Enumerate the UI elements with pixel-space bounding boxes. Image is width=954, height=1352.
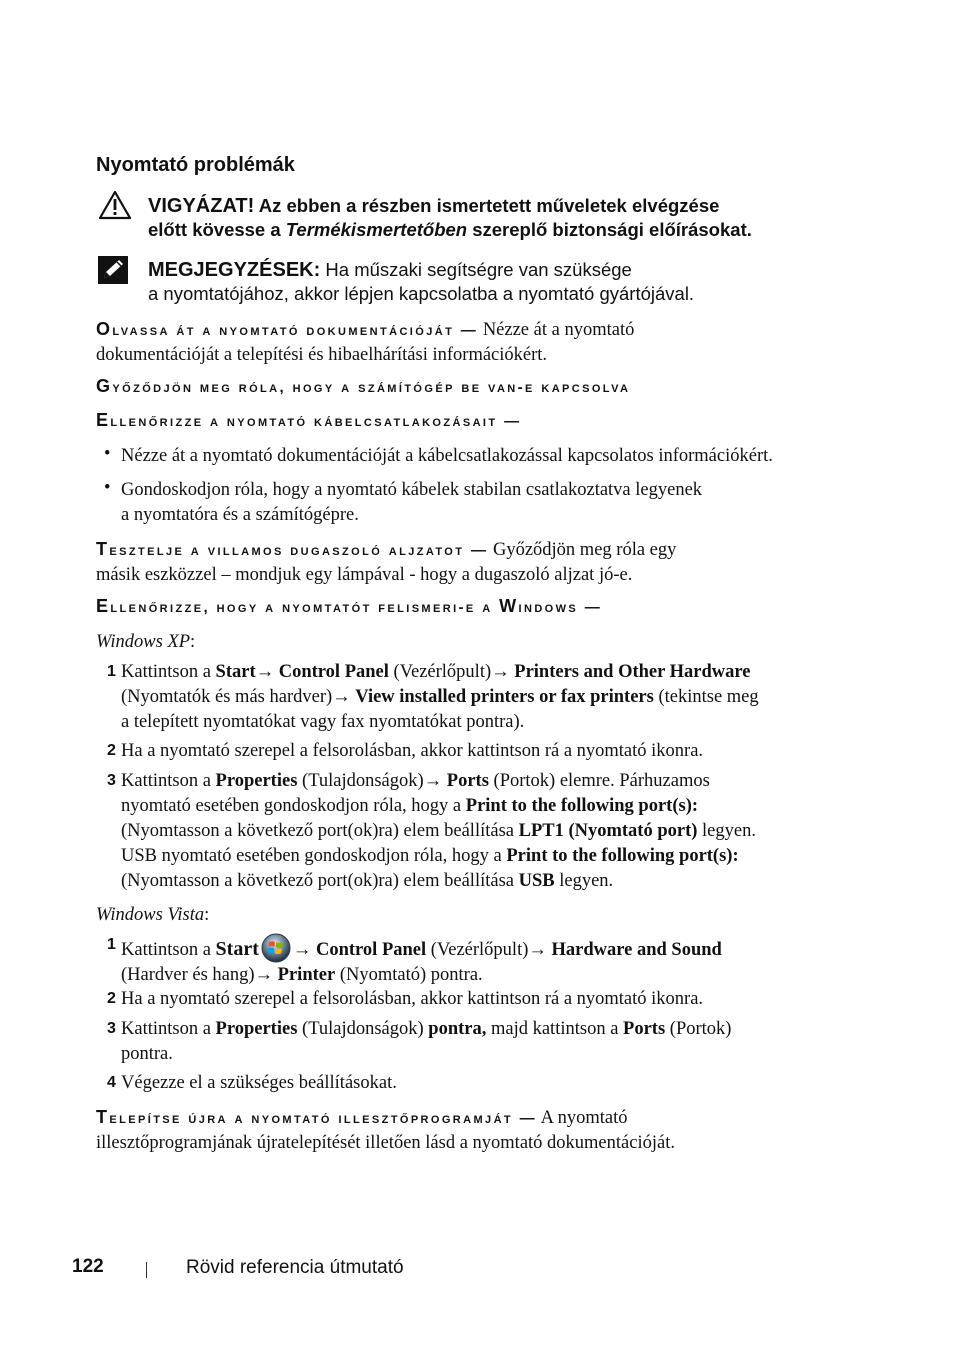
- ui-term: Print to the following port(s):: [506, 846, 739, 866]
- note-notice: [148, 258, 694, 306]
- step-text: (Portok): [665, 1019, 732, 1039]
- os-name: Windows Vista: [96, 905, 205, 925]
- bullet-text: a nyomtatóra és a számítógépre.: [121, 505, 359, 525]
- step-text: (Hardver és hang): [121, 965, 255, 985]
- step-text: Végezze el a szükséges beállításokat.: [121, 1073, 397, 1093]
- step-item: [121, 987, 703, 1012]
- step-item: [121, 1017, 731, 1067]
- section-heading: esztelje a villamos dugaszoló aljzatot —: [109, 542, 489, 559]
- step-text: (Nyomtatók és más hardver): [121, 687, 333, 707]
- footer-title: Rövid referencia útmutató: [186, 1257, 404, 1278]
- ui-term: LPT1 (Nyomtató port): [518, 821, 698, 841]
- caution-product-info: Termékismertetőben: [285, 219, 468, 240]
- os-name: Windows XP: [96, 632, 191, 652]
- head-initial: T: [96, 1107, 110, 1127]
- ui-term: Printers and Other Hardware: [514, 662, 751, 682]
- bullet-item: [121, 444, 773, 469]
- ui-term: Properties: [215, 771, 298, 791]
- head-initial: O: [96, 319, 113, 339]
- arrow: →: [292, 940, 316, 960]
- step-text: (Vezérlőpult): [388, 662, 492, 682]
- caution-line-2c: szereplő biztonsági előírásokat.: [467, 219, 752, 240]
- step-text: Kattintson a: [121, 771, 216, 791]
- section-text: Nézze át a nyomtató: [478, 320, 635, 340]
- note-pencil-icon: [98, 256, 128, 284]
- step-number: 1: [107, 936, 116, 953]
- section-text: A nyomtató: [537, 1108, 628, 1128]
- section-heading: yőződjön meg róla, hogy a számítógép be van-e kapcsolva: [112, 379, 631, 396]
- section-power-on: [96, 376, 630, 397]
- os-colon: :: [190, 632, 196, 652]
- section-text: illesztőprogramjának újratelepítését illetően lásd a nyomtató dokumentációját.: [96, 1133, 675, 1153]
- section-text: dokumentációját a telepítési és hibaelhárítási információkért.: [96, 345, 548, 365]
- step-text: pontra.: [121, 1044, 173, 1064]
- step-text: nyomtató esetében gondoskodjon róla, hogy a: [121, 796, 466, 816]
- os-colon: :: [204, 905, 210, 925]
- head-initial: E: [96, 410, 111, 430]
- warning-triangle-icon: [98, 190, 132, 220]
- step-text: Ha a nyomtató szerepel a felsorolásban, akkor kattintson rá a nyomtató ikonra.: [121, 741, 704, 761]
- section-heading: lvassa át a nyomtató dokumentációját —: [112, 322, 479, 339]
- caution-label: VIGYÁZAT!: [148, 195, 255, 217]
- step-number: 1: [107, 663, 116, 680]
- step-text: Kattintson a: [121, 662, 216, 682]
- step-item: [121, 1071, 397, 1096]
- ui-term: Printer: [277, 965, 336, 985]
- step-text: (Nyomtató) pontra.: [335, 965, 483, 985]
- section-text: Győződjön meg róla egy: [488, 540, 677, 560]
- arrow: →: [528, 940, 552, 960]
- head-initial: T: [96, 539, 110, 559]
- ui-term: Ports: [446, 771, 489, 791]
- note-line-1: Ha műszaki segítségre van szüksége: [320, 259, 632, 280]
- section-read-docs: [96, 317, 831, 368]
- step-text: Kattintson a: [121, 940, 216, 960]
- ui-term: Start: [215, 662, 256, 682]
- step-text: (Portok) elemre. Párhuzamos: [488, 771, 710, 791]
- ui-term: pontra,: [428, 1019, 487, 1039]
- step-text: (Tulajdonságok): [297, 771, 424, 791]
- section-text: másik eszközzel – mondjuk egy lámpával - hogy a dugaszoló aljzat jó-e.: [96, 565, 633, 585]
- arrow: →: [491, 662, 515, 682]
- ui-term: Control Panel: [316, 940, 427, 960]
- bullet-text: Gondoskodjon róla, hogy a nyomtató kábelek stabilan csatlakoztatva legyenek: [121, 480, 703, 500]
- step-text: (Nyomtasson a következő port(ok)ra) elem beállítása: [121, 871, 519, 891]
- step-number: 2: [107, 990, 116, 1007]
- step-text: (tekintse meg: [653, 687, 759, 707]
- section-heading: elepítse újra a nyomtató illesztőprogramját —: [109, 1110, 538, 1127]
- ui-term: Ports: [623, 1019, 666, 1039]
- ui-term: Start: [215, 938, 259, 960]
- step-text: Kattintson a: [121, 1019, 216, 1039]
- arrow: →: [423, 771, 447, 791]
- note-label: MEGJEGYZÉSEK:: [148, 259, 321, 281]
- section-title: Nyomtató problémák: [96, 154, 295, 176]
- section-heading: llenőrizze a nyomtató kábelcsatlakozásait —: [110, 413, 522, 430]
- ui-term: Properties: [215, 1019, 298, 1039]
- step-number: 2: [107, 742, 116, 759]
- note-line-2: a nyomtatójához, akkor lépjen kapcsolatba a nyomtató gyártójával.: [148, 283, 695, 304]
- step-text: a telepített nyomtatókat vagy fax nyomtatókat pontra).: [121, 712, 525, 732]
- ui-term: View installed printers or fax printers: [355, 687, 654, 707]
- caution-line-1: Az ebben a részben ismertetett műveletek elvégzése: [258, 195, 720, 216]
- bullet-marker: •: [104, 444, 111, 464]
- bullet-item: [121, 478, 702, 528]
- step-number: 3: [107, 1020, 116, 1037]
- step-item: [121, 933, 722, 988]
- section-heading: llenőrizze, hogy a nyomtatót felismeri-e a: [110, 599, 500, 616]
- ui-term: Print to the following port(s):: [465, 796, 699, 816]
- step-text: legyen.: [697, 821, 756, 841]
- step-number: 3: [107, 772, 116, 789]
- caution-notice: [148, 194, 752, 242]
- step-number: 4: [107, 1074, 116, 1091]
- step-text: (Nyomtasson a következő port(ok)ra) elem beállítása: [121, 821, 519, 841]
- section-reinstall-driver: [96, 1105, 831, 1156]
- caution-line-2a: előtt kövesse a: [148, 219, 286, 240]
- ui-term: Control Panel: [278, 662, 389, 682]
- footer-divider: [146, 1262, 147, 1278]
- arrow: →: [255, 662, 279, 682]
- ui-term: USB: [518, 871, 555, 891]
- section-heading: indows —: [518, 599, 603, 616]
- windows-start-orb-icon: [261, 933, 291, 963]
- step-text: (Tulajdonságok): [297, 1019, 429, 1039]
- head-initial: G: [96, 376, 113, 396]
- bullet-text: Nézze át a nyomtató dokumentációját a kábelcsatlakozással kapcsolatos információkért.: [121, 446, 773, 466]
- step-text: Ha a nyomtató szerepel a felsorolásban, akkor kattintson rá a nyomtató ikonra.: [121, 989, 704, 1009]
- head-initial: W: [499, 596, 519, 616]
- section-cables: [96, 410, 521, 431]
- step-text: (Vezérlőpult): [426, 940, 529, 960]
- step-item: [121, 769, 756, 894]
- os-label-vista: [96, 903, 831, 928]
- arrow: →: [332, 687, 356, 707]
- head-initial: E: [96, 596, 111, 616]
- step-text: majd kattintson a: [486, 1019, 624, 1039]
- step-item: [121, 660, 759, 735]
- section-outlet: [96, 537, 831, 588]
- page-number: 122: [72, 1256, 104, 1277]
- step-text: USB nyomtató esetében gondoskodjon róla, hogy a: [121, 846, 507, 866]
- arrow: →: [254, 965, 278, 985]
- step-text: legyen.: [554, 871, 614, 891]
- bullet-marker: •: [104, 478, 111, 498]
- os-label-xp: [96, 630, 831, 655]
- step-item: [121, 739, 703, 764]
- section-windows-recognize: [96, 596, 602, 617]
- ui-term: Hardware and Sound: [551, 940, 722, 960]
